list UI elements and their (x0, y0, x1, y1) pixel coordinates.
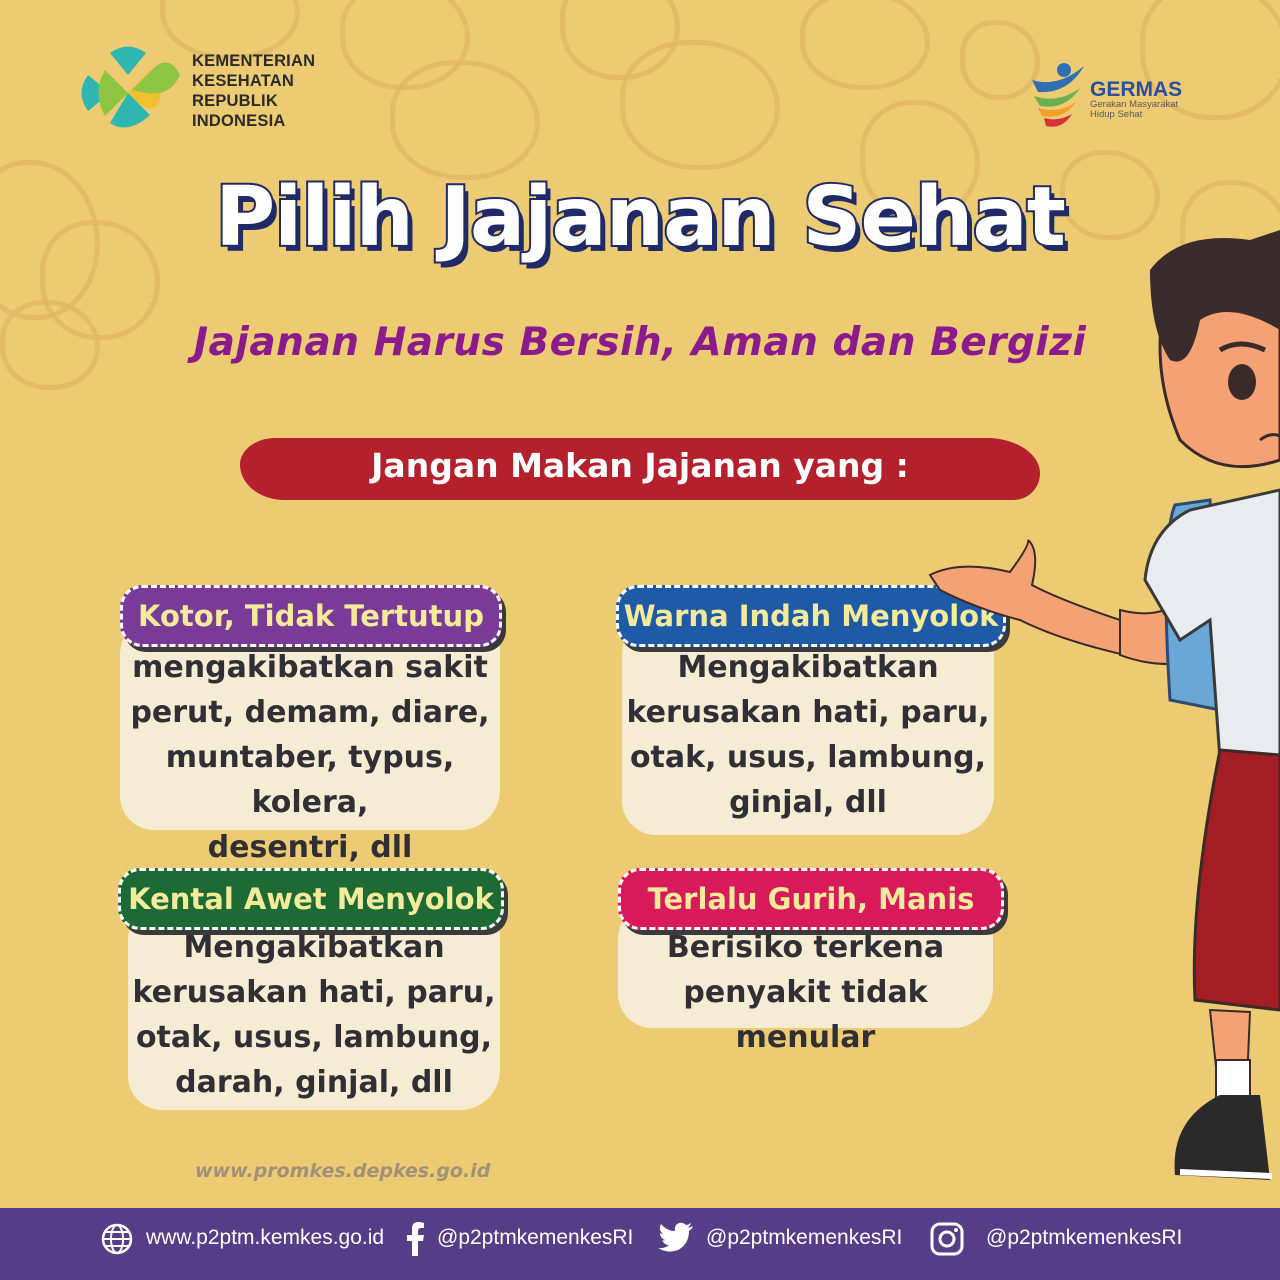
card-tag: Kotor, Tidak Tertutup (120, 585, 502, 647)
instagram-icon (930, 1222, 964, 1256)
globe-icon (100, 1222, 134, 1256)
germas-subtitle: Gerakan Masyarakat Hidup Sehat (1090, 99, 1179, 120)
card-description: Mengakibatkan kerusakan hati, paru, otak, usus, lambung, ginjal, dll (626, 650, 990, 820)
card-tag: Kental Awet Menyolok (118, 868, 504, 930)
germas-logo-icon (1028, 58, 1090, 130)
boy-illustration (920, 200, 1280, 1208)
twitter-icon (658, 1222, 694, 1254)
page-title: Pilih Jajanan Sehat (215, 170, 1065, 265)
footer-website-link[interactable]: www.p2ptm.kemkes.go.id (146, 1226, 385, 1249)
card-tag: Warna Indah Menyolok (616, 585, 1006, 647)
footer-instagram-link[interactable]: @p2ptmkemenkesRI (986, 1226, 1183, 1249)
footer-facebook-link[interactable]: @p2ptmkemenkesRI (437, 1226, 634, 1249)
footer-twitter-link[interactable]: @p2ptmkemenkesRI (706, 1226, 903, 1249)
kemenkes-logo-icon (70, 35, 185, 150)
card-description: Mengakibatkan kerusakan hati, paru, otak, usus, lambung, darah, ginjal, dll (132, 930, 496, 1100)
kemenkes-org-name: KEMENTERIAN KESEHATAN REPUBLIK INDONESIA (192, 52, 316, 130)
facebook-icon (405, 1222, 425, 1256)
page-subtitle: Jajanan Harus Bersih, Aman dan Bergizi (193, 320, 1087, 365)
germas-title: GERMAS (1090, 78, 1183, 101)
card-description: Berisiko terkena penyakit tidak menular (666, 930, 945, 1055)
card-description: mengakibatkan sakit perut, demam, diare, muntaber, typus, kolera, desentri, dll (130, 650, 490, 865)
website-text: www.promkes.depkes.go.id (195, 1160, 491, 1182)
card-tag: Terlalu Gurih, Manis (618, 868, 1004, 930)
warning-banner-text: Jangan Makan Jajanan yang : (371, 446, 909, 485)
